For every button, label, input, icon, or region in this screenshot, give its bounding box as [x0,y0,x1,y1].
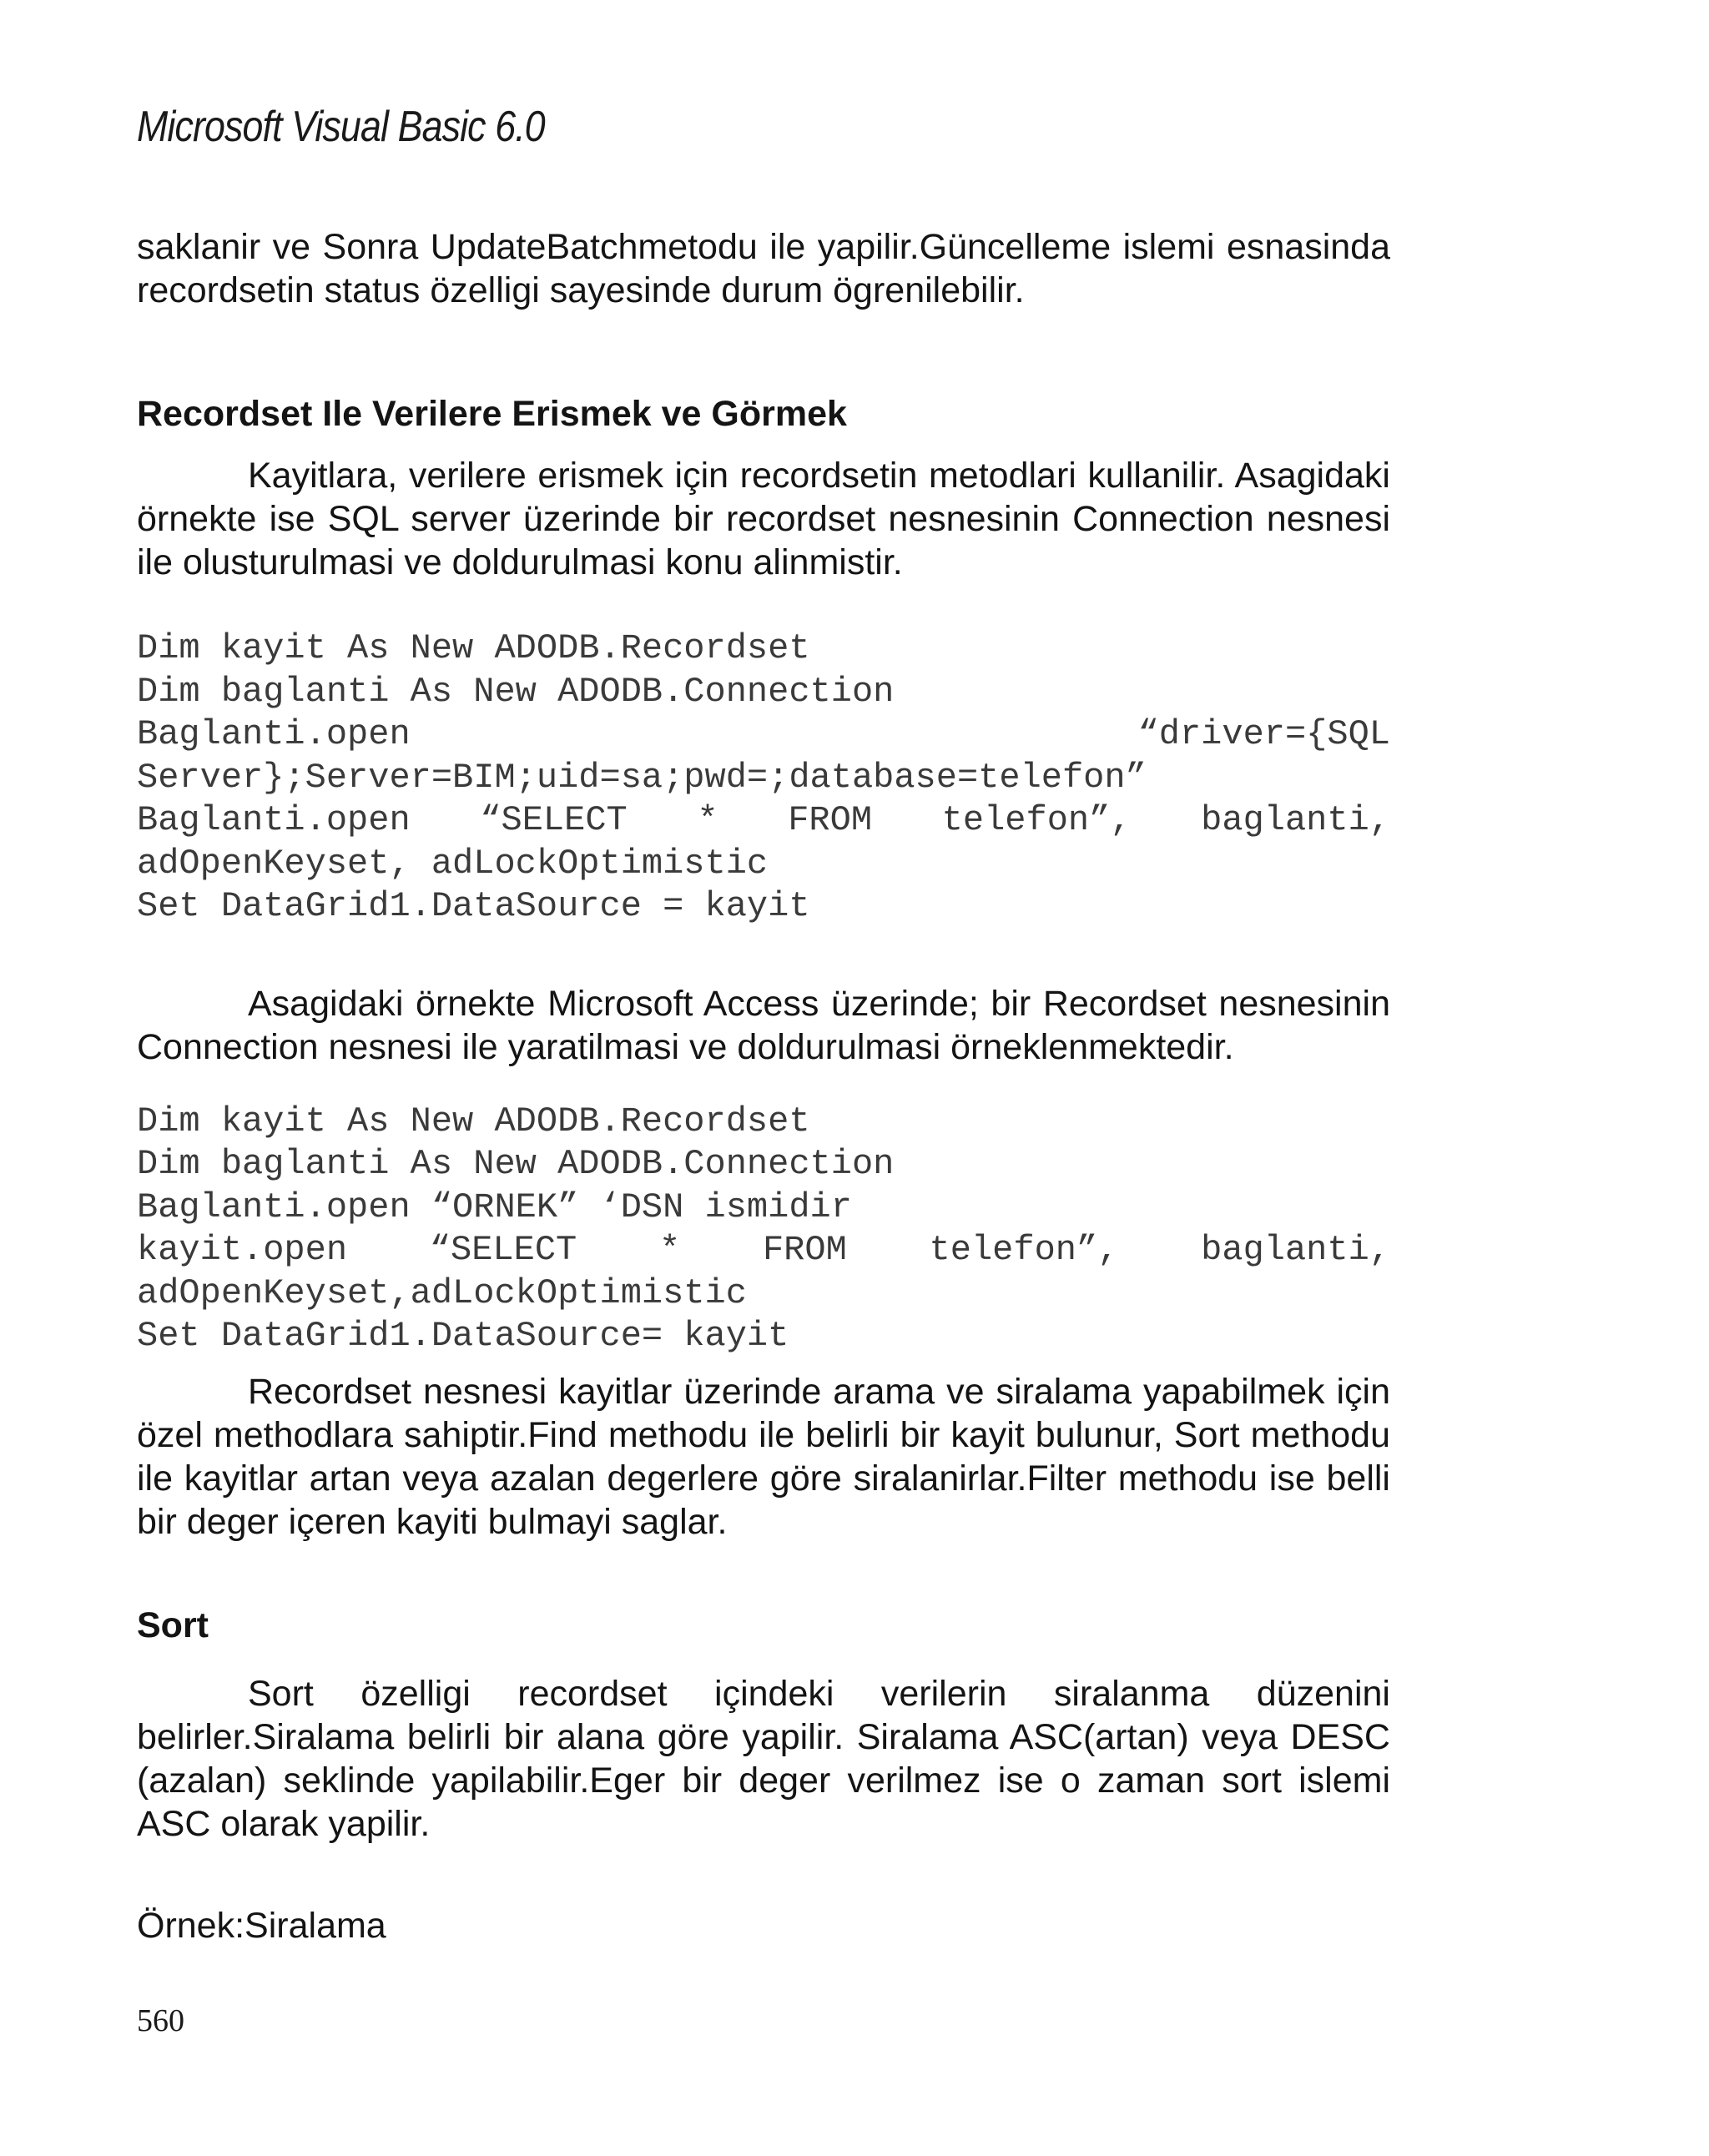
code-block-access [137,1101,1390,1358]
code-line: Baglanti.open “driver={SQL [137,714,1390,754]
example-label: Örnek:Siralama [137,1905,386,1946]
section-heading-recordset: Recordset Ile Verilere Erismek ve Görmek [137,394,847,434]
page-number: 560 [137,2003,184,2038]
code-block-sql-server [137,627,1390,929]
code-line: Dim baglanti As New ADODB.Connection [137,1144,895,1184]
running-header: Microsoft Visual Basic 6.0 [137,103,545,151]
paragraph-find-sort-filter: Recordset nesnesi kayitlar üzerinde arama ve siralama yapabilmek için özel methodlara sahiptir.Find methodu ile belirli bir kayit bulunur, Sort methodu ile kayitlar artan veya azalan degerlere göre siralanirlar.Filter methodu ise belli bir deger içeren kayiti bulmayi saglar. [137,1371,1390,1542]
code-line: Server};Server=BIM;uid=sa;pwd=;database=telefon” [137,757,1147,798]
page-content [137,225,1390,1947]
code-line: Dim baglanti As New ADODB.Connection [137,671,895,712]
code-line: Baglanti.open “SELECT * FROM telefon”, baglanti, [137,800,1390,840]
code-line: Set DataGrid1.DataSource = kayit [137,886,810,926]
code-line: Dim kayit As New ADODB.Recordset [137,1101,810,1141]
code-line: kayit.open “SELECT * FROM telefon”, baglanti, [137,1230,1390,1270]
code-line: Dim kayit As New ADODB.Recordset [137,628,810,668]
code-line: adOpenKeyset, adLockOptimistic [137,843,769,884]
intro-paragraph: saklanir ve Sonra UpdateBatchmetodu ile yapilir.Güncelleme islemi esnasinda recordsetin status özelligi sayesinde durum ögrenilebilir. [137,227,1390,310]
code-line: Set DataGrid1.DataSource= kayit [137,1316,789,1356]
section-heading-sort: Sort [137,1604,209,1645]
code-line: Baglanti.open “ORNEK” ‘DSN ismidir [137,1186,852,1227]
code-line: adOpenKeyset,adLockOptimistic [137,1272,747,1313]
paragraph-sort-description: Sort özelligi recordset içindeki verilerin siralanma düzenini belirler.Siralama belirli bir alana göre yapilir. Siralama ASC(artan) veya DESC (azalan) seklinde yapilabilir.Eger bir deger verilmez ise o zaman sort islemi ASC olarak yapilir. [137,1673,1390,1844]
paragraph-access-example: Asagidaki örnekte Microsoft Access üzerinde; bir Recordset nesnesinin Connection nesnesi ile yaratilmasi ve doldurulmasi örneklenmektedir. [137,983,1390,1067]
paragraph-recordset-methods: Kayitlara, verilere erismek için recordsetin metodlari kullanilir. Asagidaki örnekte ise SQL server üzerinde bir recordset nesnesinin Connection nesnesi ile olusturulmasi ve doldurulmasi konu alinmistir. [137,456,1390,582]
